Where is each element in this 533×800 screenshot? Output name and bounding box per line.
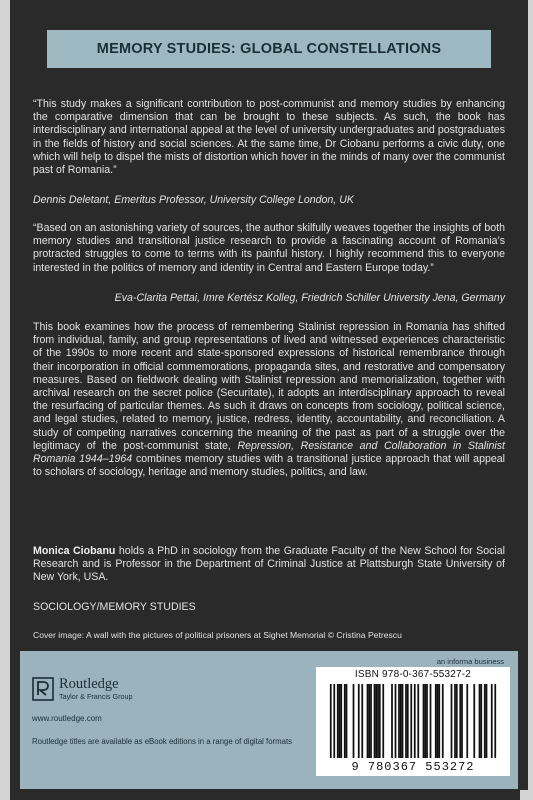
barcode-bar <box>370 684 372 758</box>
book-title-italic: Repression, Resistance and Collaboration in Stalinist Romania 1944–1964 <box>33 439 505 466</box>
ean-number: 9 780367 553272 <box>351 760 475 774</box>
routledge-logo <box>32 677 133 701</box>
barcode-bar <box>337 684 339 758</box>
barcode-bar <box>358 684 360 758</box>
barcode-bar <box>374 684 376 758</box>
subject-category: SOCIOLOGY/MEMORY STUDIES <box>33 601 196 613</box>
review-quote-1: “This study makes a significant contribution to post-communist and memory studies by enhancing the comparative dimension that can be brought to these subjects. As such, the book has interdisciplinary and international appeal at the level of university undergraduates and postgraduates in the fields of history and social sciences. At the same time, Dr Ciobanu performs a civic duty, one which will help to dispel the mists of distortion which hover in the minds of many over the communist past of Romania.” <box>33 98 505 177</box>
barcode-bar <box>398 684 400 758</box>
barcode-bar <box>473 684 475 758</box>
barcode-bar <box>494 684 496 758</box>
barcode-bar <box>379 684 381 758</box>
barcode-bar <box>340 684 342 758</box>
author-name: Monica Ciobanu <box>33 545 116 557</box>
barcode-bar <box>454 684 456 758</box>
barcode-bar <box>437 684 439 758</box>
barcode-bar <box>442 684 444 758</box>
review-attribution-1: Dennis Deletant, Emeritus Professor, University College London, UK <box>33 194 354 206</box>
barcode-bar <box>417 684 419 758</box>
series-title: MEMORY STUDIES: GLOBAL CONSTELLATIONS <box>96 41 442 57</box>
description-text-1: This book examines how the process of remembering Stalinist repression in Romania has shifted from individual, family, and group representations of lived and witnessed experiences characteristic of the 1990s to more recent and state-sponsored expressions of historical remembrance through their incorporation in official commemorations, propaganda sites, and restorative and compensatory measures. Based on fieldwork dealing with Stalinist repression and memorialization, together with archival research on the secret police (Securitate), it adopts an interdisciplinary approach to reveal the resurfacing of particular themes. As such it draws on concepts from sociology, political science, and legal studies, related to memory, justice, redress, identity, accountability, and reconciliation. A study of competing narratives concerning the meaning of the past as part of a struggle over the legitimacy of the post-communist state, <box>33 321 505 452</box>
barcode-bar <box>456 684 458 758</box>
barcode-bar <box>391 684 393 758</box>
barcode-bar <box>361 684 363 758</box>
author-bio <box>33 545 505 585</box>
barcode-bar <box>484 684 486 758</box>
page-corner <box>520 790 533 800</box>
barcode-bar <box>402 684 404 758</box>
barcode-bar <box>451 684 453 758</box>
series-title-bar <box>47 30 491 68</box>
barcode-bar <box>395 684 397 758</box>
barcode-bar <box>405 684 407 758</box>
barcode-bar <box>344 684 346 758</box>
barcode-box <box>316 667 510 776</box>
barcode-bar <box>410 684 412 758</box>
publisher-footer <box>20 651 518 789</box>
barcode-bar <box>382 684 384 758</box>
barcode-bar <box>377 684 379 758</box>
description-text-2: combines memory studies with a transitional justice approach that will appeal to scholars of sociology, heritage and memory studies, politics, and law. <box>33 453 505 479</box>
barcode-bar <box>375 684 377 758</box>
barcode-bar <box>486 684 488 758</box>
barcode-bar <box>424 684 426 758</box>
barcode-bar <box>479 684 481 758</box>
barcode-bar <box>367 684 369 758</box>
routledge-r-icon <box>32 677 54 701</box>
cover-image-credit: Cover image: A wall with the pictures of political prisoners at Sighet Memorial © Cristina Petrescu <box>33 630 402 640</box>
review-attribution-2: Eva-Clarita Pettai, Imre Kertész Kolleg, Friedrich Schiller University Jena, Germany <box>114 292 505 304</box>
barcode-bar <box>339 684 341 758</box>
barcode-bar <box>353 684 355 758</box>
barcode-bar <box>459 684 461 758</box>
barcode-bar <box>480 684 482 758</box>
barcode-bar <box>333 684 335 758</box>
publisher-website: www.routledge.com <box>32 714 102 723</box>
barcode-bar <box>407 684 409 758</box>
barcode-graphic <box>316 682 510 762</box>
barcode-bar <box>426 684 428 758</box>
informa-label: an informa business <box>436 657 504 666</box>
publisher-group: Taylor & Francis Group <box>59 692 133 701</box>
review-quote-2: “Based on an astonishing variety of sources, the author skilfully weaves together the insights of both memory studies and transitional justice research to provide a fascinating account of Romania’s protracted struggles to come to terms with its painful history. I highly recommend this to everyone interested in the politics of memory and identity in Central and Eastern Europe today.” <box>33 222 505 274</box>
barcode-bar <box>438 684 440 758</box>
barcode-bar <box>346 684 348 758</box>
barcode-bar <box>368 684 370 758</box>
barcode-bar <box>400 684 402 758</box>
author-bio-text: holds a PhD in sociology from the Graduate Faculty of the New School for Social Research and is Professor in the Department of Criminal Justice at Plattsburgh State University of New York, USA. <box>33 545 505 584</box>
publisher-name: Routledge <box>59 676 119 692</box>
book-description <box>33 321 505 479</box>
barcode-bar <box>414 684 416 758</box>
barcode-bar <box>330 684 332 758</box>
barcode-bar <box>491 684 493 758</box>
isbn-label: ISBN 978-0-367-55327-2 <box>354 669 472 680</box>
barcode-bar <box>461 684 463 758</box>
ebook-note: Routledge titles are available as eBook editions in a range of digital formats <box>32 737 293 746</box>
barcode-bar <box>430 684 432 758</box>
barcode-bar <box>423 684 425 758</box>
barcode-bar <box>435 684 437 758</box>
barcode-bar <box>466 684 468 758</box>
